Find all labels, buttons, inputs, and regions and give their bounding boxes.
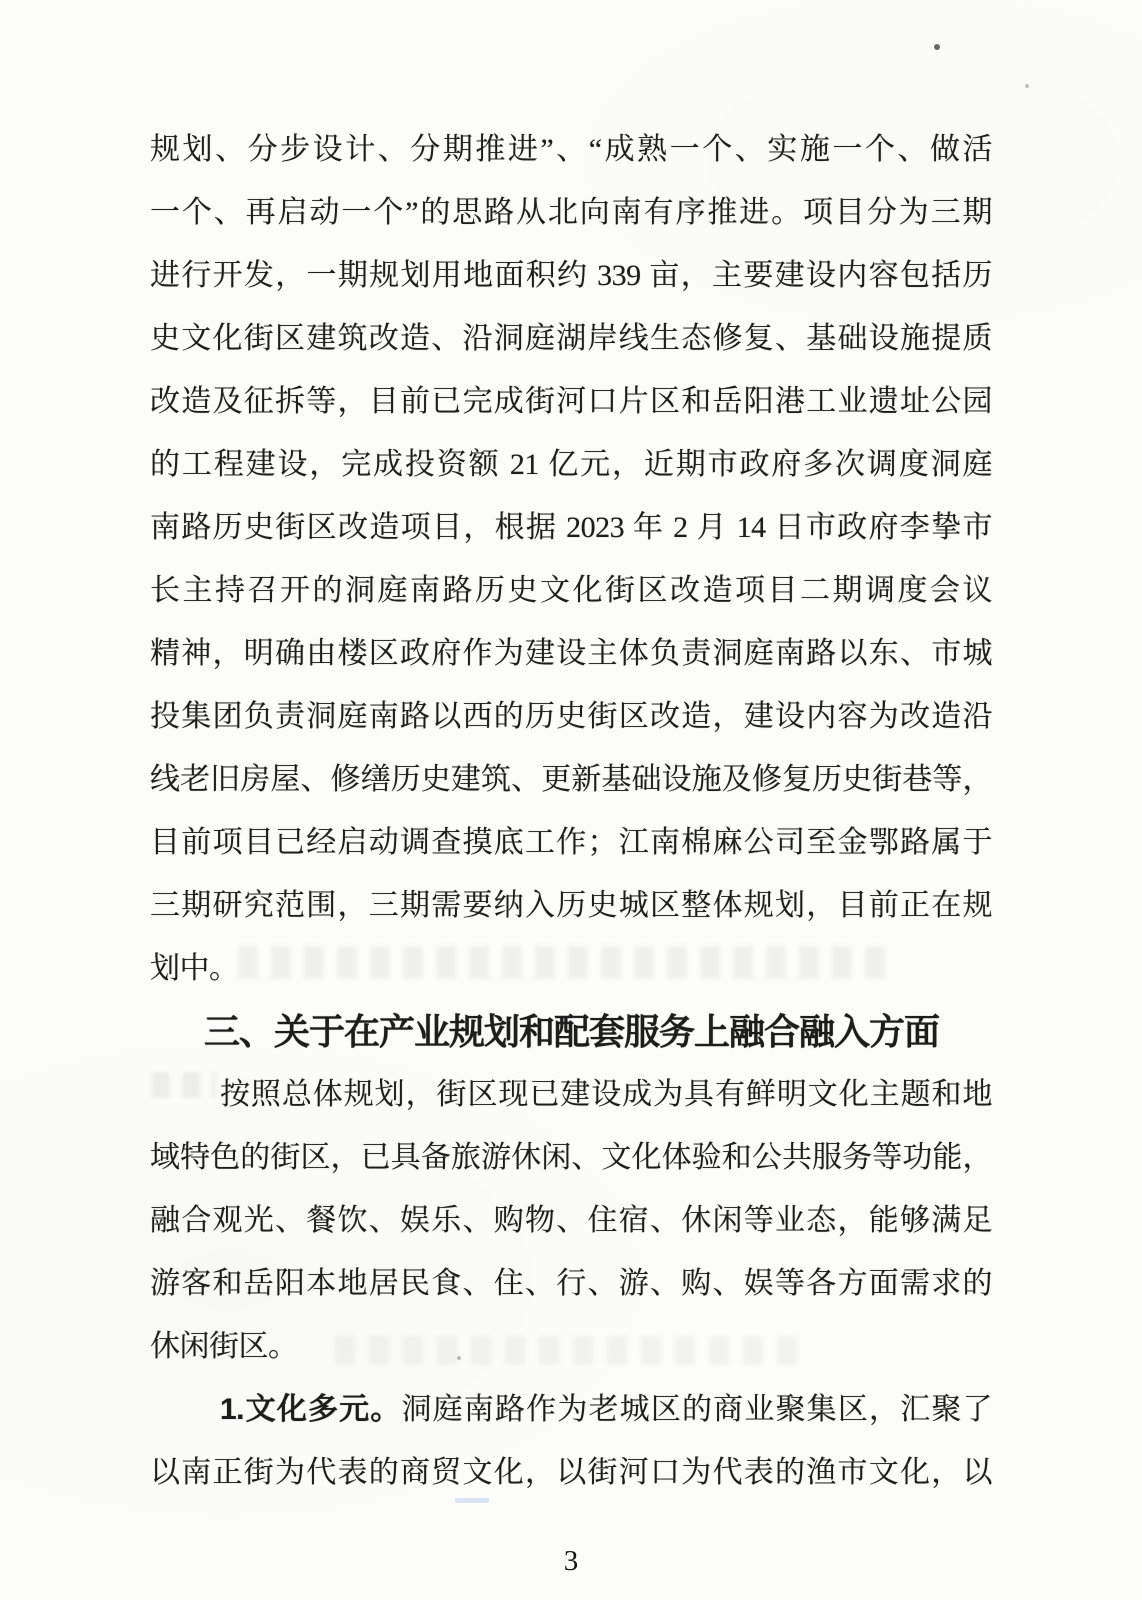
body-line-item-1 — [150, 1378, 992, 1441]
body-line: 长主持召开的洞庭南路历史文化街区改造项目二期调度会议 — [150, 574, 992, 607]
body-line: 域特色的街区，已具备旅游休闲、文化体验和公共服务等功能， — [150, 1141, 992, 1174]
body-line: 的工程建设，完成投资额 21 亿元，近期市政府多次调度洞庭 — [150, 448, 992, 481]
item-1-bold-label: 1.文化多元。 — [220, 1393, 402, 1426]
body-line: 三期研究范围，三期需要纳入历史城区整体规划，目前正在规 — [150, 889, 992, 922]
body-line: 划中。 — [150, 952, 239, 985]
bleed-through-smudge — [238, 946, 893, 979]
bleed-through-smudge — [335, 1336, 805, 1365]
body-line: 规划、分步设计、分期推进”、“成熟一个、实施一个、做活 — [150, 133, 992, 166]
body-line: 目前项目已经启动调查摸底工作；江南棉麻公司至金鄂路属于 — [150, 826, 992, 859]
body-line: 一个、再启动一个”的思路从北向南有序推进。项目分为三期 — [150, 196, 992, 229]
scan-mark — [455, 1498, 489, 1503]
page-number: 3 — [563, 1545, 579, 1577]
body-line: 游客和岳阳本地居民食、住、行、游、购、娱等各方面需求的 — [150, 1267, 992, 1300]
body-line: 融合观光、餐饮、娱乐、购物、住宿、休闲等业态，能够满足 — [150, 1204, 992, 1237]
document-text-block — [150, 118, 992, 1504]
body-line: 按照总体规划，街区现已建设成为具有鲜明文化主题和地 — [220, 1078, 992, 1111]
ink-speck — [1025, 84, 1029, 88]
item-1-text: 洞庭南路作为老城区的商业聚集区，汇聚了 — [401, 1393, 992, 1426]
body-line: 改造及征拆等，目前已完成街河口片区和岳阳港工业遗址公园 — [150, 385, 992, 418]
bleed-through-smudge — [152, 1072, 216, 1098]
body-line: 进行开发，一期规划用地面积约 339 亩，主要建设内容包括历 — [150, 259, 992, 292]
ink-speck — [934, 44, 940, 50]
section-heading: 三、关于在产业规划和配套服务上融合融入方面 — [204, 1011, 940, 1052]
body-line: 以南正街为代表的商贸文化，以街河口为代表的渔市文化，以 — [150, 1456, 992, 1489]
body-line: 史文化街区建筑改造、沿洞庭湖岸线生态修复、基础设施提质 — [150, 322, 992, 355]
body-line: 精神，明确由楼区政府作为建设主体负责洞庭南路以东、市城 — [150, 637, 992, 670]
body-line: 投集团负责洞庭南路以西的历史街区改造，建设内容为改造沿 — [150, 700, 992, 733]
body-line: 线老旧房屋、修缮历史建筑、更新基础设施及修复历史街巷等， — [150, 763, 992, 796]
body-line: 休闲街区。 — [150, 1330, 298, 1363]
body-line: 南路历史街区改造项目，根据 2023 年 2 月 14 日市政府李挚市 — [150, 511, 992, 544]
